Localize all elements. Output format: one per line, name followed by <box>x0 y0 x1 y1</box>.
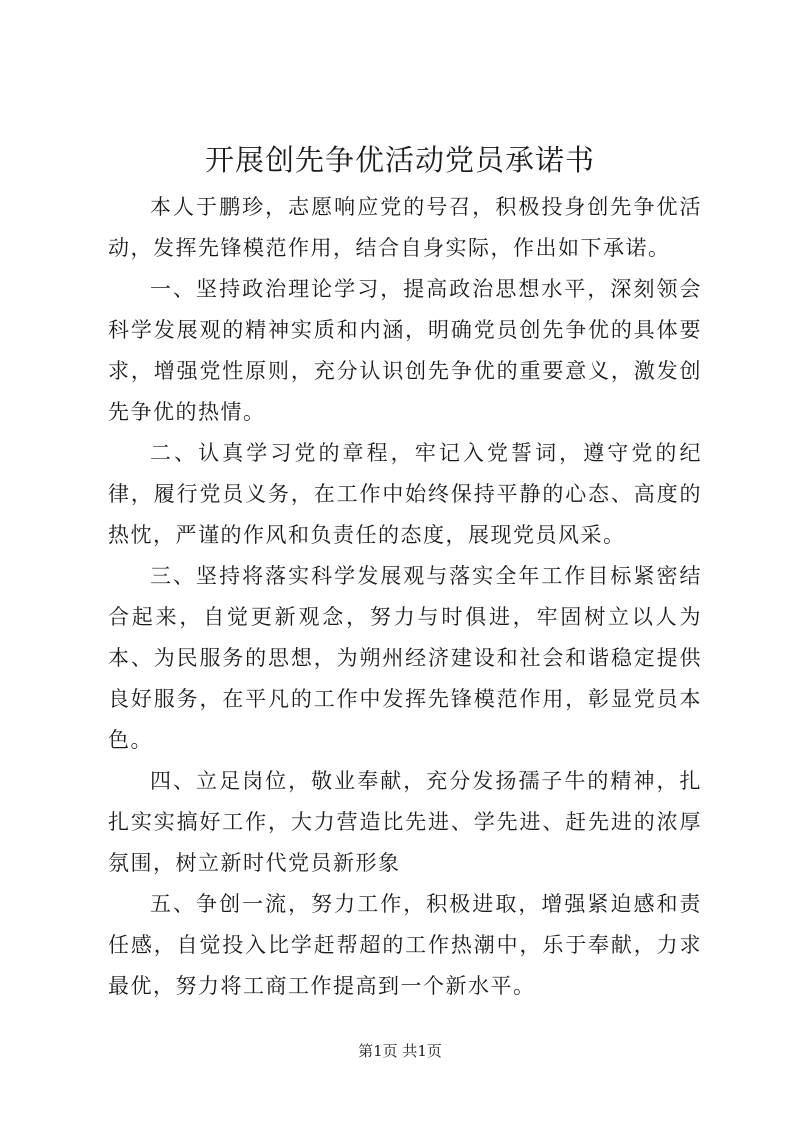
paragraph-pledge-3: 三、坚持将落实科学发展观与落实全年工作目标紧密结合起来，自觉更新观念，努力与时俱进，牢固树立以人为本、为民服务的思想，为朔州经济建设和社会和谐稳定提供良好服务，在平凡的工作中发挥先锋模范作用，彰显党员本色。 <box>108 564 702 752</box>
paragraph-pledge-4: 四、立足岗位，敬业奉献，充分发扬孺子牛的精神，扎扎实实搞好工作，大力营造比先进、学先进、赶先进的浓厚氛围，树立新时代党员新形象 <box>108 769 702 875</box>
document-title: 开展创先争优活动党员承诺书 <box>204 143 595 177</box>
page-number-footer: 第1页 共1页 <box>358 1042 442 1060</box>
document-body <box>108 187 702 1007</box>
paragraph-pledge-2: 二、认真学习党的章程，牢记入党誓词，遵守党的纪律，履行党员义务，在工作中始终保持平静的心态、高度的热忱，严谨的作风和负责任的态度，展现党员风采。 <box>108 441 702 547</box>
paragraph-intro: 本人于鹏珍，志愿响应党的号召，积极投身创先争优活动，发挥先锋模范作用，结合自身实际，作出如下承诺。 <box>108 195 702 260</box>
paragraph-pledge-1: 一、坚持政治理论学习，提高政治思想水平，深刻领会科学发展观的精神实质和内涵，明确党员创先争优的具体要求，增强党性原则，充分认识创先争优的重要意义，激发创先争优的热情。 <box>108 277 702 424</box>
paragraph-pledge-5: 五、争创一流，努力工作，积极进取，增强紧迫感和责任感，自觉投入比学赶帮超的工作热潮中，乐于奉献，力求最优，努力将工商工作提高到一个新水平。 <box>108 892 702 998</box>
